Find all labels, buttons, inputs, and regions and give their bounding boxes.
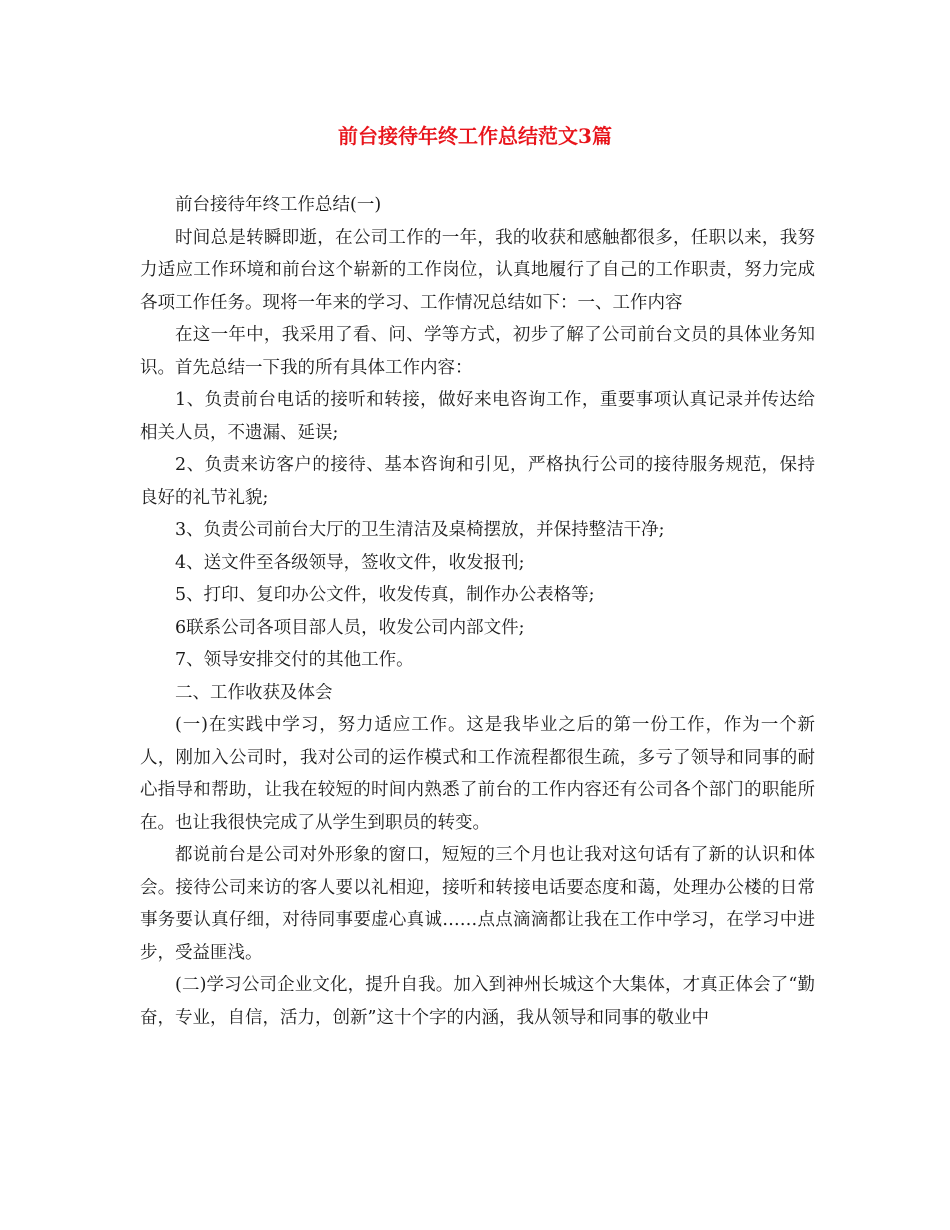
- paragraph: 时间总是转瞬即逝，在公司工作的一年，我的收获和感触都很多，任职以来，我努力适应工作环境和前台这个崭新的工作岗位，认真地履行了自己的工作职责，努力完成各项工作任务。现将一年来的学习、工作情况总结如下：一、工作内容: [140, 227, 815, 313]
- document-body: [140, 189, 815, 1034]
- section-heading: 前台接待年终工作总结(一): [175, 195, 382, 215]
- list-item: 5、打印、复印办公文件，收发传真，制作办公表格等;: [175, 585, 595, 605]
- paragraph: 在这一年中，我采用了看、问、学等方式，初步了解了公司前台文员的具体业务知识。首先总结一下我的所有具体工作内容：: [140, 325, 815, 378]
- list-item: 4、送文件至各级领导，签收文件，收发报刊;: [175, 552, 525, 573]
- list-item: 1、负责前台电话的接听和转接，做好来电咨询工作，重要事项认真记录并传达给相关人员，不遗漏、延误;: [140, 390, 815, 443]
- paragraph: (二)学习公司企业文化，提升自我。加入到神州长城这个大集体，才真正体会了“勤奋，专业，自信，活力，创新”这十个字的内涵，我从领导和同事的敬业中: [140, 975, 815, 1028]
- list-item: 3、负责公司前台大厅的卫生清洁及桌椅摆放，并保持整洁干净;: [175, 520, 665, 540]
- list-item: 2、负责来访客户的接待、基本咨询和引见，严格执行公司的接待服务规范，保持良好的礼节礼貌;: [140, 455, 815, 508]
- paragraph: (一)在实践中学习，努力适应工作。这是我毕业之后的第一份工作，作为一个新人，刚加入公司时，我对公司的运作模式和工作流程都很生疏，多亏了领导和同事的耐心指导和帮助，让我在较短的时间内熟悉了前台的工作内容还有公司各个部门的职能所在。也让我很快完成了从学生到职员的转变。: [140, 715, 815, 833]
- list-item: 7、领导安排交付的其他工作。: [175, 650, 414, 670]
- document-title: 前台接待年终工作总结范文3篇: [338, 124, 612, 148]
- section-heading: 二、工作收获及体会: [175, 682, 333, 703]
- list-item: 6联系公司各项目部人员，收发公司内部文件;: [175, 617, 525, 638]
- paragraph: 都说前台是公司对外形象的窗口，短短的三个月也让我对这句话有了新的认识和体会。接待公司来访的客人要以礼相迎，接听和转接电话要态度和蔼，处理办公楼的日常事务要认真仔细，对待同事要虚心真诚……点点滴滴都让我在工作中学习，在学习中进步，受益匪浅。: [140, 845, 815, 963]
